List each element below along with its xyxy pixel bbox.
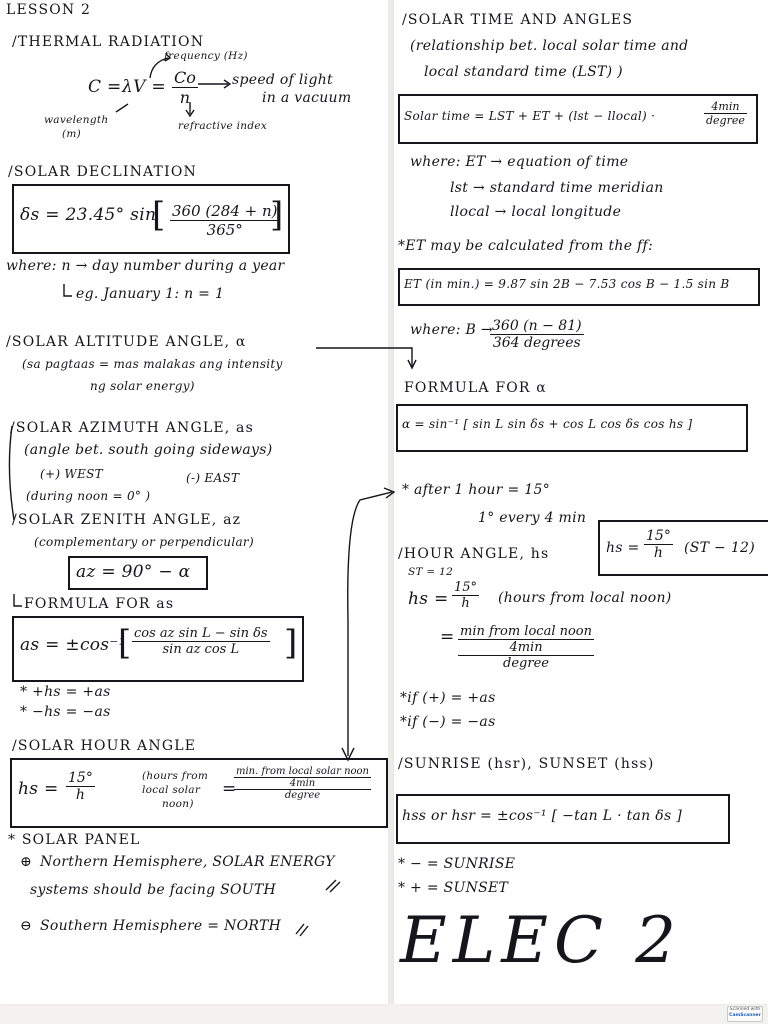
hs-st-fraction	[644, 528, 673, 561]
solar-time-fraction-numerator: 4min	[704, 100, 747, 114]
elec-2-title: ELEC 2	[400, 904, 682, 978]
azimuth-note: (angle bet. south going sideways)	[24, 442, 273, 458]
zenith-formula: az = 90° − α	[76, 562, 191, 582]
azimuth-west: (+) WEST	[40, 467, 103, 481]
et-where: where: B →	[410, 322, 493, 338]
right-hs-numerator: 15°	[454, 580, 478, 595]
hour-angle-f2-numerator: min. from local solar noon	[236, 766, 369, 777]
hs-st-numerator: 15°	[646, 528, 671, 544]
if-plus: *if (+) = +as	[400, 690, 496, 706]
lambda-v: λV =	[122, 77, 166, 97]
right-degree: degree	[503, 656, 549, 671]
solar-panel-title: * SOLAR PANEL	[8, 832, 141, 848]
solar-azimuth-title: /SOLAR AZIMUTH ANGLE, as	[10, 420, 254, 436]
as-bracket-open: [	[118, 623, 132, 663]
hour-angle-formula-box	[10, 758, 388, 828]
solar-time-where-3: llocal → local longitude	[450, 204, 622, 220]
hours-from-local-noon: (hours from local noon)	[498, 590, 672, 606]
hour-angle-fraction-2	[234, 766, 371, 801]
noon-label: noon)	[162, 798, 194, 810]
hour-angle-f2-den-denominator: degree	[284, 790, 321, 801]
solar-zenith-title: /SOLAR ZENITH ANGLE, az	[12, 512, 242, 528]
azimuth-formula-lhs: as = ±cos⁻¹	[20, 635, 126, 655]
et-formula-box	[398, 268, 760, 306]
altitude-note-2: ng solar energy)	[90, 379, 195, 393]
min-from-local-noon: min from local noon	[460, 624, 593, 639]
after-1-hour: * after 1 hour = 15°	[402, 482, 550, 498]
declination-denominator: 365°	[206, 221, 243, 239]
right-4min: 4min	[458, 640, 594, 656]
right-page	[394, 0, 768, 1004]
solar-time-note-2: local standard time (LST) )	[424, 64, 623, 80]
b-numerator: 360 (n − 81)	[492, 318, 582, 334]
plus-hs-note: * +hs = +as	[20, 684, 111, 700]
hs-st-box	[598, 520, 768, 576]
azimuth-formula-box	[12, 616, 304, 682]
speed-fraction-numerator: Co	[174, 68, 196, 87]
declination-formula-box	[12, 184, 290, 254]
speed-fraction	[172, 68, 198, 107]
b-fraction	[490, 318, 584, 351]
panel-minus-icon: ⊖	[20, 918, 33, 934]
bracket-close: ]	[270, 195, 284, 235]
azimuth-numerator: cos az sin L − sin δs	[134, 626, 268, 641]
right-hs-fraction-2	[458, 624, 594, 671]
azimuth-noon: (during noon = 0° )	[26, 489, 151, 503]
alpha-formula-box	[396, 404, 748, 452]
panel-south-line: Southern Hemisphere = NORTH	[40, 918, 282, 934]
solar-time-formula-box	[398, 94, 758, 144]
panel-north-line-1: Northern Hemisphere, SOLAR ENERGY	[40, 854, 335, 870]
hs-st-lhs: hs =	[606, 540, 640, 556]
right-hs-fraction	[452, 580, 479, 611]
solar-time-formula: Solar time = LST + ET + (lst − llocal) ·	[404, 109, 656, 123]
speed-fraction-denominator: n	[179, 88, 191, 107]
formula-alpha-title: FORMULA FOR α	[404, 380, 547, 396]
plus-sunset: * + = SUNSET	[398, 880, 509, 896]
minus-hs-note: * −hs = −as	[20, 704, 111, 720]
hs-st-denominator: h	[653, 545, 663, 561]
zenith-formula-box	[68, 556, 208, 590]
bracket-open: [	[152, 195, 166, 235]
c-equals: C =	[88, 77, 122, 97]
minus-sunrise: * − = SUNRISE	[398, 856, 516, 872]
scanner-line-2: CamScanner	[729, 1013, 761, 1018]
solar-time-title: /SOLAR TIME AND ANGLES	[402, 12, 634, 28]
zenith-note: (complementary or perpendicular)	[34, 535, 254, 549]
declination-numerator: 360 (284 + n)	[172, 202, 278, 220]
one-degree-every: 1° every 4 min	[478, 510, 587, 526]
formula-as-title: FORMULA FOR as	[24, 596, 175, 612]
sunrise-formula-box	[396, 794, 730, 844]
panel-plus-icon: ⊕	[20, 854, 33, 870]
camscanner-badge	[727, 1006, 763, 1022]
hour-angle-fraction-1	[66, 770, 95, 803]
alpha-formula: α = sin⁻¹ [ sin L sin δs + cos L cos δs cos hs ]	[402, 417, 693, 431]
local-solar-label: local solar	[142, 784, 201, 796]
azimuth-east: (-) EAST	[186, 471, 240, 485]
hour-angle-equals: =	[222, 779, 237, 799]
st-equals-12: ST = 12	[408, 566, 454, 578]
hs-st-rhs: (ST − 12)	[684, 540, 755, 556]
hours-from-label: (hours from	[142, 770, 209, 782]
hour-angle-f1-denominator: h	[75, 787, 85, 803]
declination-fraction	[170, 202, 280, 239]
b-denominator: 364 degrees	[492, 335, 581, 351]
frequency-label: frequency (Hz)	[164, 50, 248, 62]
declination-example: eg. January 1: n = 1	[76, 286, 225, 302]
wavelength-label: wavelength	[44, 114, 109, 126]
speed-of-light-label: speed of light	[232, 72, 333, 88]
azimuth-denominator: sin az cos L	[162, 642, 240, 657]
scanner-line-1: Scanned with	[729, 1007, 761, 1012]
solar-time-where-1: where: ET → equation of time	[410, 154, 629, 170]
solar-declination-title: /SOLAR DECLINATION	[8, 164, 197, 180]
right-hs-equals: =	[440, 627, 455, 647]
solar-time-note-1: (relationship bet. local solar time and	[410, 38, 689, 54]
azimuth-fraction	[132, 626, 270, 657]
solar-time-fraction	[704, 100, 747, 127]
right-hs-denominator: h	[461, 596, 470, 611]
et-note: *ET may be calculated from the ff:	[398, 238, 654, 254]
hour-angle-lhs: hs =	[18, 779, 59, 799]
lesson-heading: LESSON 2	[6, 2, 92, 18]
solar-time-fraction-denominator: degree	[706, 114, 745, 127]
declination-lhs: δs = 23.45° sin	[20, 205, 157, 225]
hour-angle-f2-den-numerator: 4min	[234, 778, 371, 790]
refractive-index-label: refractive index	[178, 120, 268, 132]
vacuum-label: in a vacuum	[262, 90, 352, 106]
thermal-radiation-title: /THERMAL RADIATION	[12, 34, 205, 50]
solar-altitude-title: /SOLAR ALTITUDE ANGLE, α	[6, 334, 247, 350]
altitude-note-1: (sa pagtaas = mas malakas ang intensity	[22, 357, 283, 371]
hour-angle-title: /HOUR ANGLE, hs	[398, 546, 550, 562]
as-bracket-close: ]	[284, 623, 298, 663]
wavelength-unit: (m)	[62, 128, 82, 140]
sunrise-sunset-title: /SUNRISE (hsr), SUNSET (hss)	[398, 756, 655, 772]
right-hs-lhs: hs =	[408, 589, 449, 609]
if-minus: *if (−) = −as	[400, 714, 496, 730]
sunrise-formula: hss or hsr = ±cos⁻¹ [ −tan L · tan δs ]	[402, 808, 682, 824]
panel-north-line-2: systems should be facing SOUTH	[30, 882, 277, 898]
hour-angle-f1-numerator: 15°	[68, 770, 93, 786]
solar-hour-angle-title: /SOLAR HOUR ANGLE	[12, 738, 197, 754]
solar-time-where-2: lst → standard time meridian	[450, 180, 664, 196]
et-formula: ET (in min.) = 9.87 sin 2B − 7.53 cos B − 1.5 sin B	[404, 277, 730, 291]
declination-where: where: n → day number during a year	[6, 258, 285, 274]
